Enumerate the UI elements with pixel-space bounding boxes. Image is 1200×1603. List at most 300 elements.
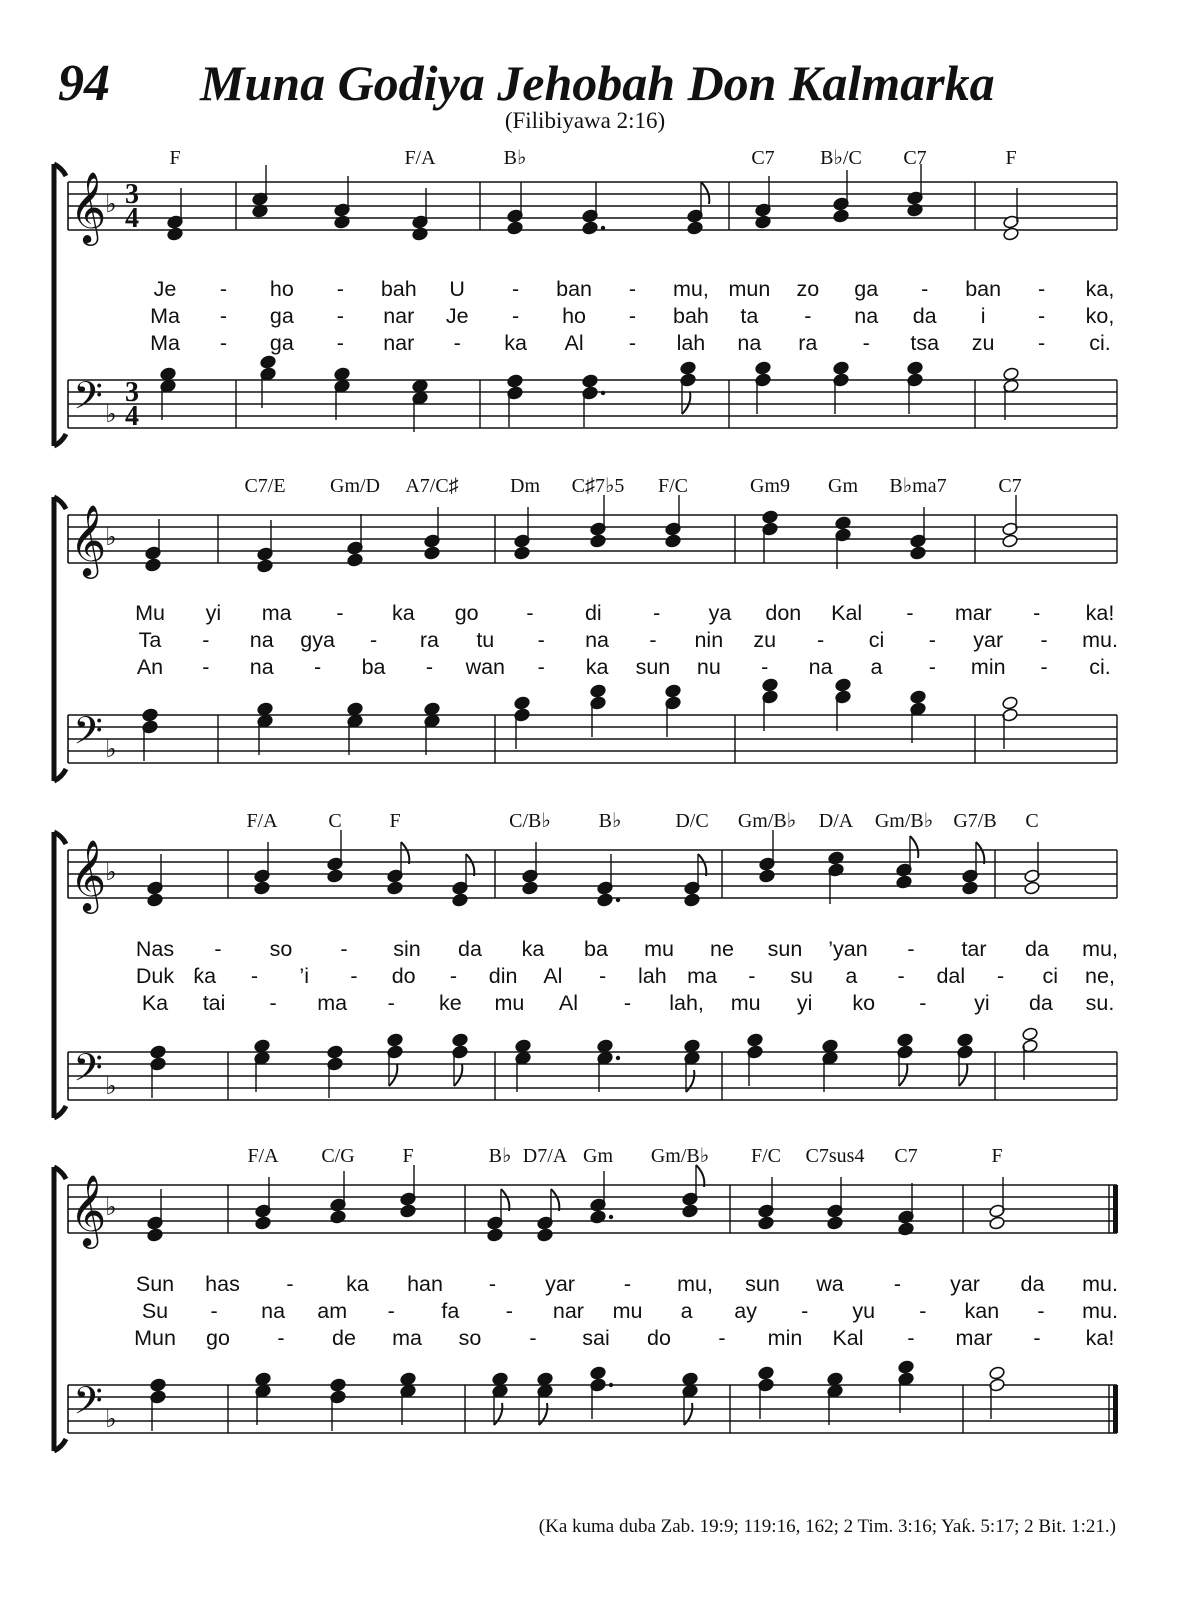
chord-symbol: F [169, 147, 181, 169]
lyric-syllable: ho [269, 277, 294, 301]
lyric-hyphen: - [488, 1272, 497, 1296]
note-head [957, 1033, 974, 1048]
lyric-syllable: yu [852, 1299, 876, 1323]
lyric-hyphen: - [718, 1326, 726, 1350]
lyric-syllable: han [407, 1272, 443, 1296]
treble-staff [68, 164, 1117, 246]
lyric-syllable: ka [521, 937, 545, 961]
chord-symbol: F [402, 1145, 414, 1167]
lyric-syllable: go [206, 1326, 230, 1350]
lyric-syllable: ra [419, 628, 439, 652]
note-head [962, 881, 979, 896]
note-head [387, 881, 404, 896]
note-head [827, 1216, 844, 1231]
lyric-hyphen: - [250, 964, 259, 988]
note [762, 678, 779, 731]
note [254, 1039, 271, 1092]
note-head [1024, 881, 1041, 896]
note-head [507, 374, 524, 389]
note [150, 1045, 167, 1098]
lyric-syllable: gya [300, 628, 335, 652]
lyric-syllable: Mu [135, 601, 165, 625]
lyric-hyphen: - [928, 628, 936, 652]
note [347, 514, 364, 567]
note [827, 1372, 844, 1425]
note [257, 702, 274, 755]
bass-staff [68, 678, 1117, 763]
lyric-syllable: mu, [677, 1272, 713, 1296]
chord-symbol: F [991, 1145, 1003, 1167]
note-head [522, 881, 539, 896]
chord-symbol: D/C [675, 810, 709, 832]
note-head [827, 1372, 844, 1387]
key-flat-icon: ♭ [105, 1072, 117, 1100]
note-head [1002, 534, 1019, 549]
lyric-syllable: ci [1042, 964, 1059, 988]
lyric-syllable: zu [753, 628, 777, 652]
lyric-hyphen: - [599, 964, 607, 988]
note-flag [466, 854, 474, 876]
lyric-hyphen: - [1033, 601, 1041, 625]
lyric-syllable: ma [261, 601, 292, 625]
note-head [590, 1210, 607, 1225]
note [590, 1366, 614, 1419]
system-2 [54, 475, 1118, 781]
note-head [759, 869, 776, 884]
lyric-syllable: mu, [673, 277, 709, 301]
chord-symbol: Gm [583, 1145, 613, 1167]
note-head [989, 1216, 1006, 1231]
chord-symbol: C/G [321, 1145, 355, 1167]
note-head [514, 696, 531, 711]
lyric-hyphen: - [340, 937, 348, 961]
note-head [684, 893, 701, 908]
note-head [682, 1372, 699, 1387]
lyric-syllable: sun [767, 937, 803, 961]
lyric-syllable: din [488, 964, 518, 988]
note-head [334, 215, 351, 230]
note-head [150, 1378, 167, 1393]
note-head [255, 1216, 272, 1231]
lyric-hyphen: - [628, 277, 637, 301]
note [1002, 696, 1019, 749]
verse-1-lyrics [136, 937, 1118, 961]
lyric-syllable: ba [584, 937, 608, 961]
note [1022, 1027, 1039, 1080]
chord-symbol: D7/A [522, 1145, 568, 1167]
lyric-hyphen: - [862, 331, 870, 355]
note [260, 355, 277, 408]
note-head [327, 869, 344, 884]
lyric-hyphen: - [277, 1326, 285, 1350]
lyric-syllable: de [332, 1326, 356, 1350]
lyric-hyphen: - [804, 304, 812, 328]
lyric-hyphen: - [314, 655, 322, 679]
note-head [907, 361, 924, 376]
lyric-syllable: kan [964, 1299, 1000, 1323]
lyric-syllable: tsa [910, 331, 940, 355]
lyric-syllable: ci. [1089, 655, 1111, 679]
note [597, 1039, 621, 1092]
lyric-syllable: do [391, 964, 416, 988]
chord-symbol: C [328, 810, 342, 832]
note-head [1022, 1027, 1039, 1042]
lyric-syllable: tai [202, 991, 226, 1015]
lyric-syllable: Su [141, 1299, 169, 1323]
note-head [142, 708, 159, 723]
system-1 [54, 147, 1117, 446]
note [387, 1033, 404, 1086]
note [833, 170, 850, 223]
lyric-syllable: so [269, 937, 293, 961]
note [755, 176, 772, 229]
note-head [687, 221, 704, 236]
note-head [487, 1228, 504, 1243]
lyric-hyphen: - [817, 628, 825, 652]
note-head [665, 534, 682, 549]
note-head [680, 361, 697, 376]
system-bracket [54, 164, 66, 446]
lyric-syllable: ci. [1089, 331, 1111, 355]
verse-3-lyrics [150, 331, 1111, 355]
note-head [1003, 227, 1020, 242]
lyric-hyphen: - [336, 304, 344, 328]
lyric-syllable: a [870, 655, 883, 679]
lyric-syllable: Mun [134, 1326, 176, 1350]
note-head [492, 1372, 509, 1387]
lyric-syllable: has [205, 1272, 240, 1296]
chord-symbol: B♭/C [820, 147, 862, 169]
lyric-hyphen: - [512, 277, 520, 301]
lyric-hyphen: - [202, 655, 210, 679]
lyric-syllable: Al [564, 331, 584, 355]
system-4 [54, 1145, 1118, 1451]
lyric-syllable: ba [361, 655, 386, 679]
note-head [762, 678, 779, 693]
lyric-syllable: nu [696, 655, 721, 679]
lyric-hyphen: - [219, 277, 228, 301]
time-signature-top: 3 [125, 179, 139, 210]
note-head [590, 684, 607, 699]
key-flat-icon: ♭ [105, 400, 117, 428]
note-flag [959, 1064, 967, 1086]
bass-staff [68, 1360, 1118, 1433]
verse-2-lyrics [142, 1299, 1118, 1323]
lyric-syllable: mun [728, 277, 771, 301]
note [327, 1045, 344, 1098]
lyric-syllable: su [790, 964, 813, 988]
lyric-syllable: yi [205, 601, 222, 625]
lyric-hyphen: - [219, 304, 228, 328]
lyric-syllable: am [317, 1299, 348, 1323]
verse-1-lyrics [136, 1272, 1118, 1296]
note-head [835, 678, 852, 693]
lyric-hyphen: - [449, 964, 458, 988]
note-head [910, 690, 927, 705]
note-head [758, 1366, 775, 1381]
note-head [762, 510, 779, 525]
note-flag [682, 392, 690, 414]
lyric-syllable: Je [445, 304, 469, 328]
lyric-syllable: su. [1085, 991, 1115, 1015]
lyric-syllable: Duk [135, 964, 175, 988]
note [150, 1378, 167, 1431]
lyric-syllable: da [1025, 937, 1049, 961]
lyric-syllable: bah [380, 277, 417, 301]
lyric-syllable: mu [612, 1299, 643, 1323]
note-head [147, 1228, 164, 1243]
lyric-syllable: ka! [1085, 1326, 1115, 1350]
lyric-hyphen: - [1037, 304, 1046, 328]
note [492, 1372, 509, 1425]
note [334, 176, 351, 229]
note-head [582, 374, 599, 389]
lyric-syllable: yar [973, 628, 1004, 652]
note-head [147, 893, 164, 908]
note [762, 510, 779, 563]
lyric-hyphen: - [1040, 655, 1048, 679]
note-flag [910, 836, 918, 858]
note [400, 1372, 417, 1425]
note-head [412, 227, 429, 242]
note-head [387, 1033, 404, 1048]
note-flag [389, 1064, 397, 1086]
chord-symbol: Gm9 [750, 475, 790, 497]
lyric-hyphen: - [1037, 331, 1046, 355]
note [835, 516, 852, 569]
chord-symbol: F [1005, 147, 1017, 169]
note-head [755, 215, 772, 230]
verse-1-lyrics [135, 601, 1114, 625]
chord-symbol: C/B♭ [509, 810, 551, 832]
lyric-hyphen: - [202, 628, 210, 652]
chord-symbol: F/A [404, 147, 436, 169]
note [1003, 188, 1020, 241]
note-head [582, 221, 599, 236]
lyric-hyphen: - [996, 964, 1005, 988]
chord-symbol: F [389, 810, 401, 832]
final-barline-thick [1113, 1385, 1118, 1433]
bass-clef-icon: 𝄢 [73, 708, 103, 762]
lyric-hyphen: - [369, 628, 378, 652]
lyric-syllable: Ma [150, 304, 180, 328]
note-head [334, 367, 351, 382]
lyric-hyphen: - [907, 1326, 915, 1350]
lyric-hyphen: - [214, 937, 222, 961]
lyric-syllable: mu, [1082, 937, 1118, 961]
note-head [257, 702, 274, 717]
note [160, 367, 177, 420]
lyric-syllable: yi [796, 991, 813, 1015]
chord-symbol: A7/C♯ [405, 475, 459, 497]
lyric-hyphen: - [529, 1326, 537, 1350]
note-head [537, 1372, 554, 1387]
chord-symbol: Gm/D [330, 475, 380, 497]
verse-2-lyrics [150, 304, 1114, 328]
chord-symbol: Gm/B♭ [874, 810, 934, 832]
note-head [347, 702, 364, 717]
note [400, 1165, 417, 1218]
lyric-syllable: dal [936, 964, 966, 988]
lyric-hyphen: - [761, 655, 769, 679]
lyric-hyphen: - [505, 1299, 513, 1323]
augmentation-dot [601, 226, 605, 230]
lyric-hyphen: - [897, 964, 905, 988]
footnote-references: (Ka kuma duba Zab. 19:9; 119:16, 162; 2 Tim. 3:16; Yaƙ. 5:17; 2 Bit. 1:21.) [538, 1516, 1116, 1537]
lyric-syllable: Nas [135, 937, 175, 961]
lyric-hyphen: - [387, 991, 395, 1015]
lyric-hyphen: - [336, 277, 344, 301]
note-flag [976, 842, 984, 864]
note [334, 367, 351, 420]
lyric-syllable: lah, [669, 991, 704, 1015]
note-flag [701, 182, 709, 204]
lyric-hyphen: - [801, 1299, 809, 1323]
note [822, 1039, 839, 1092]
lyric-syllable: sun [635, 655, 671, 679]
note-flag [551, 1189, 559, 1211]
lyric-syllable: so [458, 1326, 482, 1350]
lyric-syllable: na [854, 304, 879, 328]
lyric-syllable: ga [269, 304, 294, 328]
note-head [514, 546, 531, 561]
note-head [260, 355, 277, 370]
note-head [682, 1204, 699, 1219]
lyric-hyphen: - [906, 601, 914, 625]
chord-symbol: C7/E [244, 475, 286, 497]
note [252, 165, 269, 218]
chord-symbol: F/A [247, 1145, 279, 1167]
key-flat-icon: ♭ [105, 190, 117, 218]
chord-symbol: Gm/B♭ [650, 1145, 710, 1167]
verse-3-lyrics [134, 1326, 1114, 1350]
verse-1-lyrics [154, 277, 1115, 301]
note [424, 702, 441, 755]
lyric-syllable: mu. [1082, 1272, 1118, 1296]
lyric-hyphen: - [919, 1299, 927, 1323]
note [747, 1033, 764, 1086]
note-head [424, 546, 441, 561]
note-head [896, 875, 913, 890]
lyric-syllable: Al [558, 991, 578, 1015]
note [590, 495, 607, 548]
lyric-syllable: wan [465, 655, 506, 679]
lyric-syllable: ra [798, 331, 818, 355]
note-flag [696, 1165, 704, 1187]
lyric-syllable: ka [585, 655, 609, 679]
lyric-syllable: yar [545, 1272, 575, 1296]
note-head [833, 209, 850, 224]
note [1002, 495, 1019, 548]
bass-staff [68, 1027, 1117, 1100]
treble-clef-icon: 𝄞 [69, 838, 107, 911]
note [682, 1165, 705, 1218]
note-head [452, 893, 469, 908]
lyric-hyphen: - [219, 331, 228, 355]
note [347, 702, 364, 755]
note-head [145, 558, 162, 573]
note-head [1002, 696, 1019, 711]
lyric-syllable: da [458, 937, 482, 961]
lyric-hyphen: - [350, 964, 358, 988]
note [412, 379, 429, 432]
note [828, 851, 845, 904]
note [255, 1372, 272, 1425]
note-flag [454, 1064, 462, 1086]
note-head [167, 227, 184, 242]
augmentation-dot [616, 1056, 620, 1060]
note-head [254, 881, 271, 896]
note-head [684, 1039, 701, 1054]
lyric-syllable: na [585, 628, 610, 652]
note [957, 1033, 974, 1086]
lyric-hyphen: - [269, 991, 277, 1015]
note-head [758, 1216, 775, 1231]
note [582, 182, 606, 235]
note [687, 182, 710, 235]
lyric-syllable: ga [269, 331, 294, 355]
scripture-reference: (Filibiyawa 2:16) [504, 108, 666, 133]
note [412, 188, 429, 241]
chord-symbol: C♯7♭5 [571, 475, 625, 497]
lyric-syllable: ’i [299, 964, 309, 988]
lyric-hyphen: - [1037, 277, 1046, 301]
lyric-hyphen: - [649, 628, 657, 652]
lyric-syllable: bah [673, 304, 709, 328]
augmentation-dot [609, 1383, 613, 1387]
lyric-hyphen: - [336, 331, 344, 355]
lyric-syllable: min [970, 655, 1006, 679]
lyric-hyphen: - [286, 1272, 294, 1296]
key-flat-icon: ♭ [105, 735, 117, 763]
lyric-syllable: yar [950, 1272, 980, 1296]
lyric-syllable: An [136, 655, 164, 679]
note-head [452, 1033, 469, 1048]
lyric-syllable: ban [965, 277, 1002, 301]
lyric-syllable: da [912, 304, 937, 328]
verse-3-lyrics [137, 655, 1111, 679]
lyric-syllable: ko [852, 991, 876, 1015]
note-head [150, 1045, 167, 1060]
bass-clef-icon: 𝄢 [73, 373, 103, 427]
verse-2-lyrics [139, 628, 1118, 652]
note [684, 1039, 701, 1092]
augmentation-dot [601, 391, 605, 395]
note-head [828, 851, 845, 866]
time-signature-bottom: 4 [125, 203, 139, 234]
lyric-syllable: ya [708, 601, 732, 625]
note-head [160, 367, 177, 382]
lyric-syllable: ma [317, 991, 348, 1015]
note-head [424, 702, 441, 717]
lyric-syllable: nar [552, 1299, 584, 1323]
lyric-hyphen: - [919, 991, 927, 1015]
note [582, 374, 606, 427]
note-head [989, 1366, 1006, 1381]
note-head [330, 1378, 347, 1393]
time-signature-top: 3 [125, 377, 139, 408]
chord-symbol: D/A [818, 810, 854, 832]
note-head [347, 553, 364, 568]
note-head [910, 546, 927, 561]
lyric-syllable: da [1028, 991, 1053, 1015]
lyric-syllable: i [980, 304, 986, 328]
note-head [537, 1228, 554, 1243]
lyric-syllable: lah [638, 964, 667, 988]
note-flag [899, 1064, 907, 1086]
chord-symbol: B♭ [488, 1145, 512, 1167]
lyric-syllable: ne, [1085, 964, 1115, 988]
